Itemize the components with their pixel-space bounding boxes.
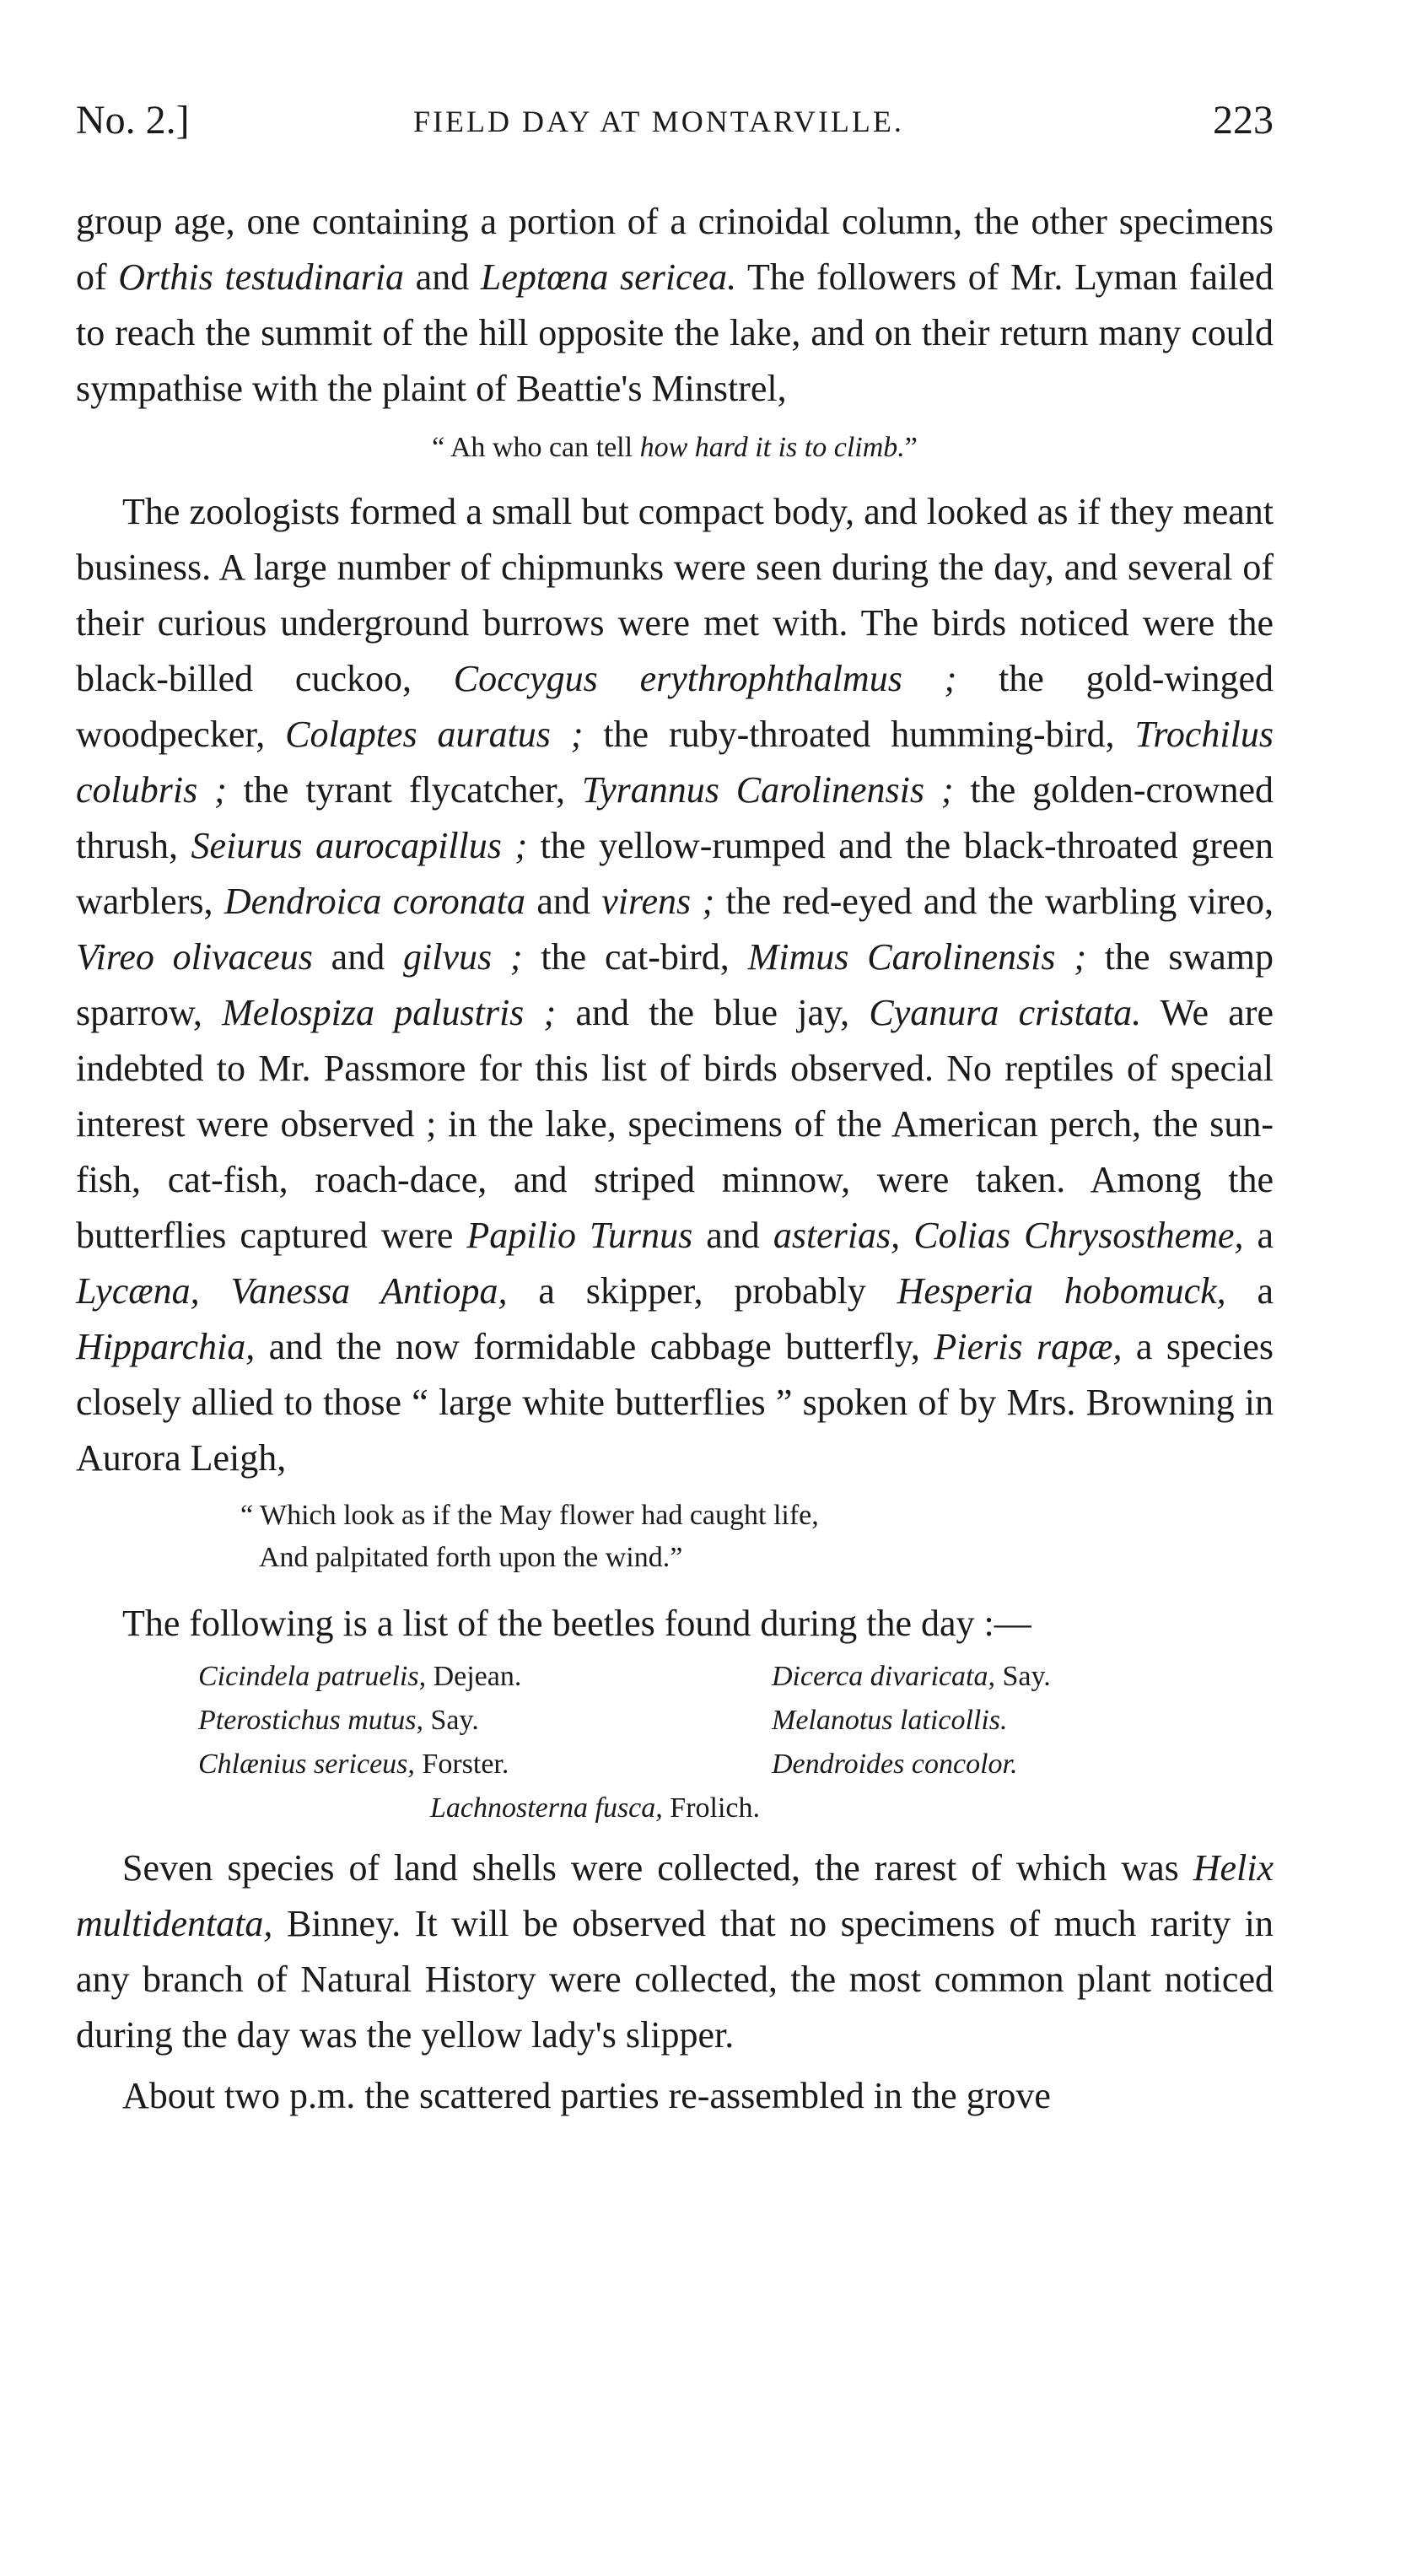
beetle-entry: Lachnosterna fusca, Frolich. [430,1792,760,1824]
text-run: a [1243,1215,1274,1256]
text-run: the golden-crowned thrush, [76,769,1274,866]
quote-browning [76,1495,1274,1579]
beetle-entry: Pterostichus mutus, Say. [198,1705,479,1736]
text-run: Seven species of land shells were collected, the rarest of which was [122,1847,1193,1889]
paragraph-reassembly: About two p.m. the scattered parties re-assembled in the grove [122,2075,1051,2116]
text-run [900,1215,913,1256]
text-run: and [312,936,404,978]
text-run: and the blue jay, [556,992,870,1033]
paragraph-beetles-intro: The following is a list of the beetles found during the day :— [122,1603,1031,1644]
italic-text-run: Leptœna sericea. [480,256,737,298]
italic-text-run: virens ; [601,881,715,922]
italic-text-run: Mimus Carolinensis ; [747,936,1086,978]
italic-text-run: Colaptes auratus ; [285,714,584,755]
quote-beattie [76,427,1274,469]
paragraph-geology [76,194,1274,417]
page-number: 223 [1213,98,1274,143]
text-run: the yellow-rumped and the black-throated green warblers, [76,825,1274,922]
beetle-list [76,1655,1274,1786]
italic-text-run: Papilio Turnus [466,1215,693,1256]
italic-text-run: Vireo olivaceus [76,936,313,978]
text-run: Binney. It will be observed that no specimens of much rarity in any branch of Natural History were collected, the most common plant noticed during the day was the yellow lady's slipper. [76,1903,1274,2056]
italic-text-run: gilvus ; [403,936,523,978]
running-header [76,97,1274,156]
italic-text-run: Hesperia hobomuck, [897,1270,1226,1312]
italic-text-run: Trochilus colubris ; [76,714,1274,811]
italic-text-run: Tyrannus Carolinensis ; [581,769,954,811]
italic-text-run: Pieris rapæ, [934,1326,1123,1367]
italic-text-run: Melospiza palustris ; [222,992,557,1033]
italic-text-run: Hipparchia, [76,1326,256,1367]
text-run: the cat-bird, [522,936,748,978]
text-run: and the now formidable cabbage butterfly, [255,1326,934,1367]
text-run: “ Ah who can tell [432,432,640,463]
text-run: We are indebted to Mr. Passmore for this list of birds observed. No reptiles of special interest were observed ; in the lake, specimens of the American perch, the sun-fish, cat-fish, roach-dace, and striped minnow, were taken. Among the butterflies captured were [76,992,1274,1256]
text-run: a [1225,1270,1274,1312]
italic-text-run: Cyanura cristata. [869,992,1142,1033]
paragraph-land-shells [76,1840,1274,2063]
page-body [76,194,1274,2124]
text-run: the red-eyed and the warbling vireo, [714,881,1274,922]
text-run: and [692,1215,773,1256]
text-run: The zoologists formed a small but compact body, and looked as if they meant business. A large number of chipmunks were seen during the day, and several of their curious underground burrows were met with. The birds noticed were the black-billed cuckoo, [76,491,1274,699]
text-run: a species closely allied to those “ large white butterflies ” spoken of by Mrs. Browning in Aurora Leigh, [76,1326,1274,1479]
text-run: the tyrant flycatcher, [226,769,582,811]
italic-text-run: Dendroica coronata [223,881,525,922]
running-title: FIELD DAY AT MONTARVILLE. [413,105,904,138]
italic-text-run: Seiurus aurocapillus ; [191,825,528,866]
quote-line: And palpitated forth upon the wind.” [259,1542,683,1573]
issue-number: No. 2.] [76,98,190,143]
beetle-entry: Chlænius sericeus, Forster. [198,1749,509,1780]
text-run: the ruby-throated humming-bird, [583,714,1135,755]
beetle-entry: Melanotus laticollis. [772,1705,1008,1736]
text-run: and [404,256,481,298]
italic-text-run: Orthis testudinaria [118,256,405,298]
paragraph-zoology [76,484,1274,1486]
beetle-entry: Dicerca divaricata, Say. [772,1661,1051,1692]
italic-text-run: how hard it is to climb. [639,432,905,463]
italic-text-run: Colias Chrysostheme, [913,1215,1244,1256]
beetle-entry: Dendroides concolor. [772,1749,1018,1780]
text-run: ” [904,432,918,463]
text-run: The followers of Mr. Lyman failed to reach the summit of the hill opposite the lake, and on their return many could sympathise with the plaint of Beattie's Minstrel, [76,256,1274,409]
text-run: a skipper, probably [507,1270,897,1312]
text-run: the gold-winged woodpecker, [76,658,1274,755]
beetle-entry: Cicindela patruelis, Dejean. [198,1661,522,1692]
italic-text-run: Helix multidentata, [76,1847,1274,1944]
text-run: the swamp sparrow, [76,936,1274,1033]
italic-text-run: asterias, [773,1215,901,1256]
text-run: group age, one containing a portion of a crinoidal column, the other specimens of [76,201,1274,298]
quote-line: “ Which look as if the May flower had caught life, [240,1500,819,1531]
text-run: and [525,881,602,922]
italic-text-run: Coccygus erythrophthalmus ; [453,658,957,699]
italic-text-run: Lycæna, Vanessa Antiopa, [76,1270,508,1312]
